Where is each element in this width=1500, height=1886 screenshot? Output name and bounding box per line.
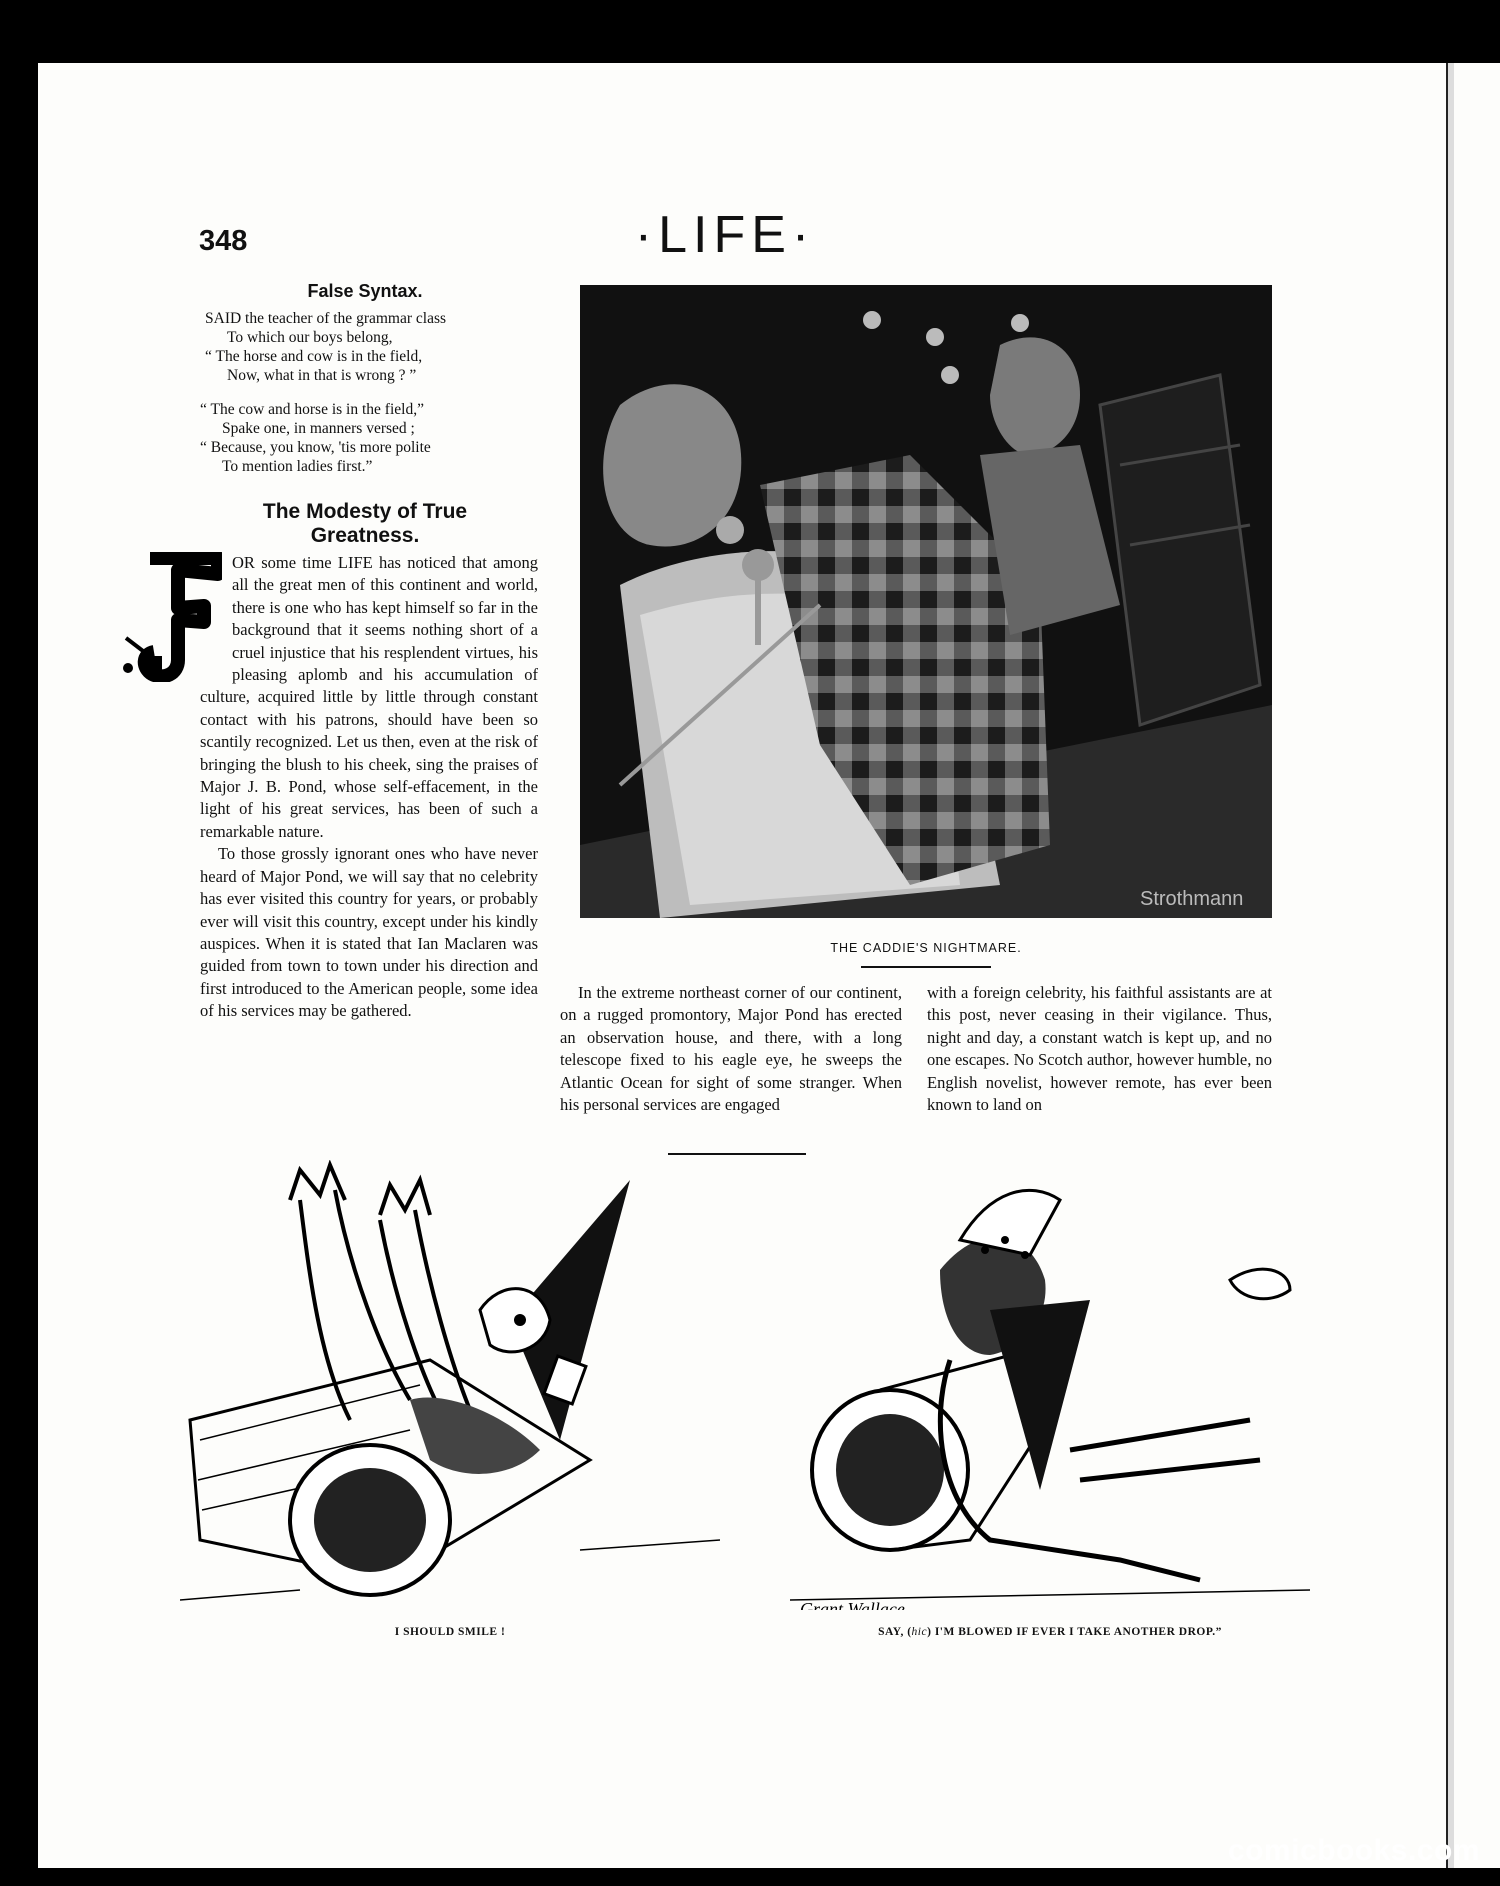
illustrator-signature: Strothmann	[1140, 888, 1244, 910]
poem-line: “ Because, you know, 'tis more polite	[200, 439, 431, 456]
modesty-paragraph-1	[200, 552, 538, 843]
paragraph-text: OR some time LIFE has noticed that among all the great men of this continent and world, there is one who has kept himself so far in the background that it seems nothing short of a cruel injustice that his resplendent virtues, his pleasing aplomb and his accumulation of culture, acquired little by little through constant contact with his patrons, should have been so scantily recognized. Let us then, even at the risk of bringing the blush to his cheek, sing the praises of Major J. B. Pond, whose self-effacement, in the light of his great services, has been of such a remarkable nature.	[200, 553, 538, 841]
false-syntax-heading: False Syntax.	[307, 281, 423, 301]
modesty-column-2	[560, 982, 902, 1116]
poem-line: Spake one, in manners versed ;	[222, 420, 415, 437]
stork-bandana-illustration	[790, 1160, 1310, 1610]
dropcap-f	[160, 552, 222, 668]
poem-line: “ The horse and cow is in the field,	[205, 348, 423, 365]
modesty-column-3	[927, 982, 1272, 1116]
poem-line: To mention ladies first.”	[222, 458, 373, 475]
caption-divider	[861, 966, 991, 968]
stork-smiling-caption: I SHOULD SMILE !	[394, 1626, 506, 1638]
modesty-heading-line-1: The Modesty of True	[262, 500, 468, 523]
caddies-nightmare-illustration	[580, 285, 1272, 918]
poem-line: Now, what in that is wrong ? ”	[227, 367, 417, 384]
modesty-column-1	[200, 552, 538, 1023]
false-syntax-stanza-2	[200, 400, 540, 476]
stork-smiling-illustration	[180, 1160, 720, 1610]
illustrator-signature: Grant Wallace	[800, 1599, 905, 1610]
modesty-heading	[205, 500, 525, 548]
page-number: 348	[199, 225, 248, 257]
site-watermark: comicbooks.com	[1227, 1834, 1480, 1867]
stork-bandana-caption	[790, 1626, 1310, 1638]
caddies-nightmare-caption: THE CADDIE'S NIGHTMARE.	[830, 941, 1022, 955]
page-spine	[1446, 63, 1454, 1868]
modesty-paragraph-2: To those grossly ignorant ones who have never heard of Major Pond, we will say that no celebrity has ever visited this country for years, or probably ever will visit this country, except under his kindly auspices. When it is stated that Ian Maclaren was guided from town to town under his direction and first introduced to the American people, some idea of his services may be gathered.	[200, 844, 538, 1021]
modesty-paragraph-3: In the extreme northeast corner of our continent, on a rugged promontory, Major Pond has erected an observation house, and there, with a long telescope fixed to his eagle eye, he sweeps the Atlantic Ocean for sight of some stranger. When his personal services are engaged	[560, 983, 902, 1115]
caption-part: ) I'M BLOWED IF EVER I TAKE ANOTHER DROP.”	[927, 1626, 1222, 1638]
next-page-edge	[1456, 63, 1500, 1868]
caption-part: SAY, (	[878, 1626, 912, 1638]
masthead-title: ·LIFE·	[634, 206, 816, 264]
caption-part-hic: hic	[911, 1626, 928, 1638]
modesty-heading-line-2: Greatness.	[310, 524, 420, 547]
poem-line: “ The cow and horse is in the field,”	[200, 401, 424, 418]
modesty-paragraph-4: with a foreign celebrity, his faithful assistants are at this post, never ceasing in their vigilance. Thus, night and day, a constant watch is kept up, and no one escapes. No Scotch author, however humble, no English novelist, however remote, has ever been known to land on	[927, 983, 1272, 1115]
column-divider	[668, 1153, 806, 1155]
false-syntax-stanza-1	[205, 309, 545, 385]
poem-line: To which our boys belong,	[227, 329, 393, 346]
poem-line: SAID the teacher of the grammar class	[205, 310, 447, 327]
